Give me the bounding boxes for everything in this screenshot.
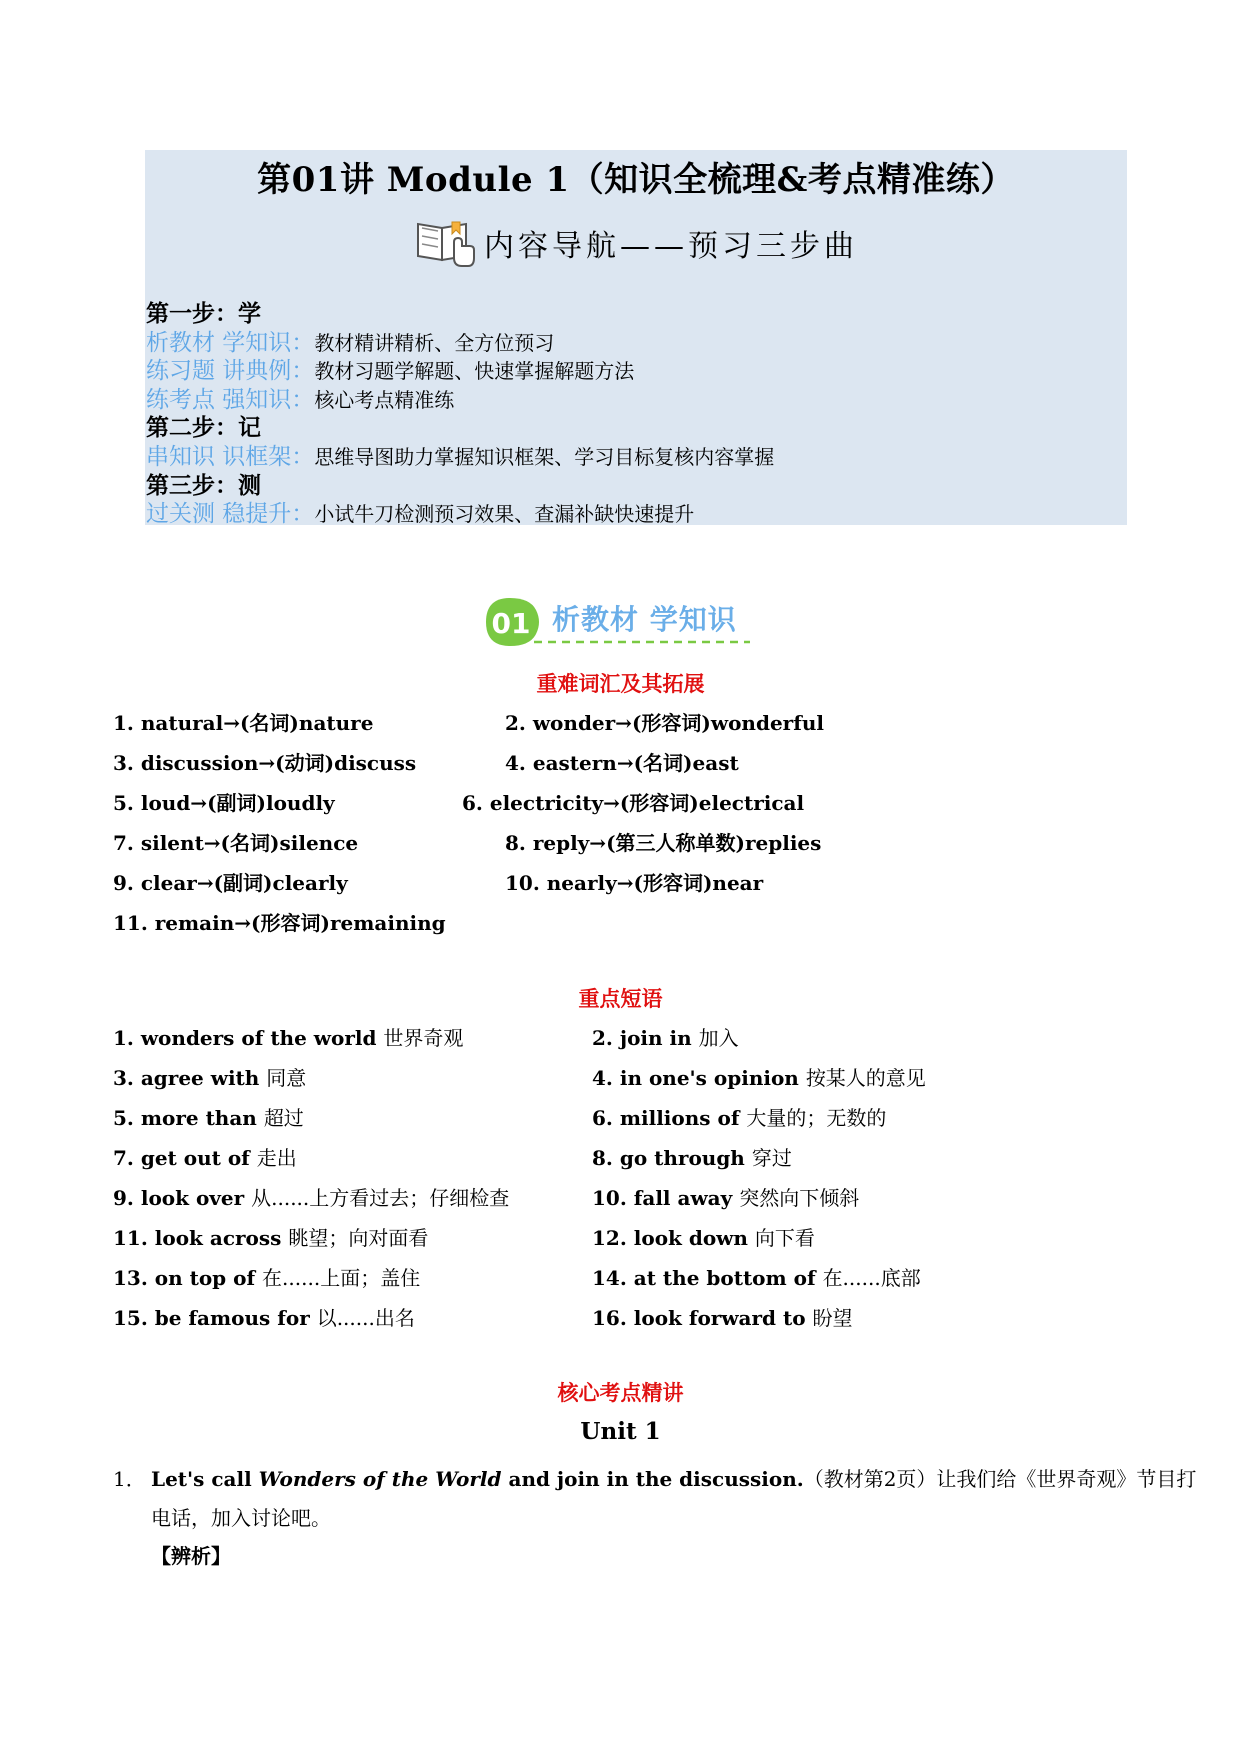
phrase-item: 7. get out of 走出 bbox=[113, 1146, 297, 1170]
phrase-item: 3. agree with 同意 bbox=[113, 1066, 307, 1090]
step-item: 过关测 稳提升：小试牛刀检测预习效果、查漏补缺快速提升 bbox=[146, 501, 695, 528]
phrase-item: 9. look over 从......上方看过去；仔细检查 bbox=[113, 1186, 510, 1210]
page-title: 第01讲 Module 1（知识全梳理&考点精准练） bbox=[257, 160, 1015, 200]
vocab-item: 7. silent→(名词)silence bbox=[113, 831, 359, 855]
core-points-heading: 核心考点精讲 bbox=[557, 1380, 684, 1405]
vocab-item: 5. loud→(副词)loudly bbox=[113, 791, 335, 815]
phrase-item: 16. look forward to 盼望 bbox=[592, 1306, 853, 1330]
analysis-label: 【辨析】 bbox=[151, 1544, 231, 1568]
vocab-item: 11. remain→(形容词)remaining bbox=[113, 911, 446, 935]
phrase-item: 10. fall away 突然向下倾斜 bbox=[592, 1186, 860, 1210]
vocab-item: 1. natural→(名词)nature bbox=[113, 711, 374, 735]
step-item: 练习题 讲典例：教材习题学解题、快速掌握解题方法 bbox=[146, 358, 635, 385]
book-pointer-icon bbox=[414, 212, 478, 274]
phrase-item: 11. look across 眺望；向对面看 bbox=[113, 1226, 429, 1250]
step-head: 第二步：记 bbox=[146, 414, 261, 442]
phrase-item: 2. join in 加入 bbox=[592, 1026, 739, 1050]
point-1-line-2: 电话，加入讨论吧。 bbox=[151, 1506, 331, 1530]
step-item: 析教材 学知识：教材精讲精析、全方位预习 bbox=[146, 329, 555, 356]
step-item: 串知识 识框架：思维导图助力掌握知识框架、学习目标复核内容掌握 bbox=[146, 443, 775, 470]
point-1-line-1: Let's call Wonders of the World and join in the discussion.（教材第2页）让我们给《世界奇观》节目打 bbox=[151, 1467, 1197, 1491]
vocab-item: 8. reply→(第三人称单数)replies bbox=[505, 831, 822, 855]
phrase-item: 14. at the bottom of 在......底部 bbox=[592, 1266, 921, 1290]
phrase-item: 8. go through 穿过 bbox=[592, 1146, 792, 1170]
vocab-item: 4. eastern→(名词)east bbox=[505, 751, 739, 775]
step-list bbox=[146, 300, 774, 529]
step-item: 练考点 强知识：核心考点精准练 bbox=[146, 386, 455, 413]
point-1-number: 1． bbox=[113, 1467, 146, 1491]
vocab-item: 10. nearly→(形容词)near bbox=[505, 871, 764, 895]
phrase-item: 12. look down 向下看 bbox=[592, 1226, 815, 1250]
section-title: 析教材 学知识 bbox=[552, 603, 737, 636]
phrase-item: 1. wonders of the world 世界奇观 bbox=[113, 1026, 464, 1050]
phrase-item: 6. millions of 大量的；无数的 bbox=[592, 1106, 887, 1130]
nav-title: 内容导航——预习三步曲 bbox=[484, 229, 858, 264]
vocab-item: 2. wonder→(形容词)wonderful bbox=[505, 711, 824, 735]
phrase-item: 15. be famous for 以......出名 bbox=[113, 1306, 415, 1330]
vocab-item: 3. discussion→(动词)discuss bbox=[113, 751, 417, 775]
vocab-item: 9. clear→(副词)clearly bbox=[113, 871, 348, 895]
step-head: 第三步：测 bbox=[146, 471, 261, 499]
badge-number: 01 bbox=[491, 607, 531, 640]
phrase-item: 13. on top of 在......上面；盖住 bbox=[113, 1266, 421, 1290]
step-head: 第一步：学 bbox=[146, 300, 261, 327]
vocab-heading: 重难词汇及其拓展 bbox=[536, 671, 705, 696]
vocab-item: 6. electricity→(形容词)electrical bbox=[462, 791, 805, 815]
unit-heading: Unit 1 bbox=[580, 1418, 661, 1445]
phrase-item: 4. in one's opinion 按某人的意见 bbox=[592, 1066, 926, 1090]
phrases-heading: 重点短语 bbox=[578, 986, 663, 1011]
phrase-item: 5. more than 超过 bbox=[113, 1106, 304, 1130]
content-nav bbox=[145, 212, 1127, 274]
